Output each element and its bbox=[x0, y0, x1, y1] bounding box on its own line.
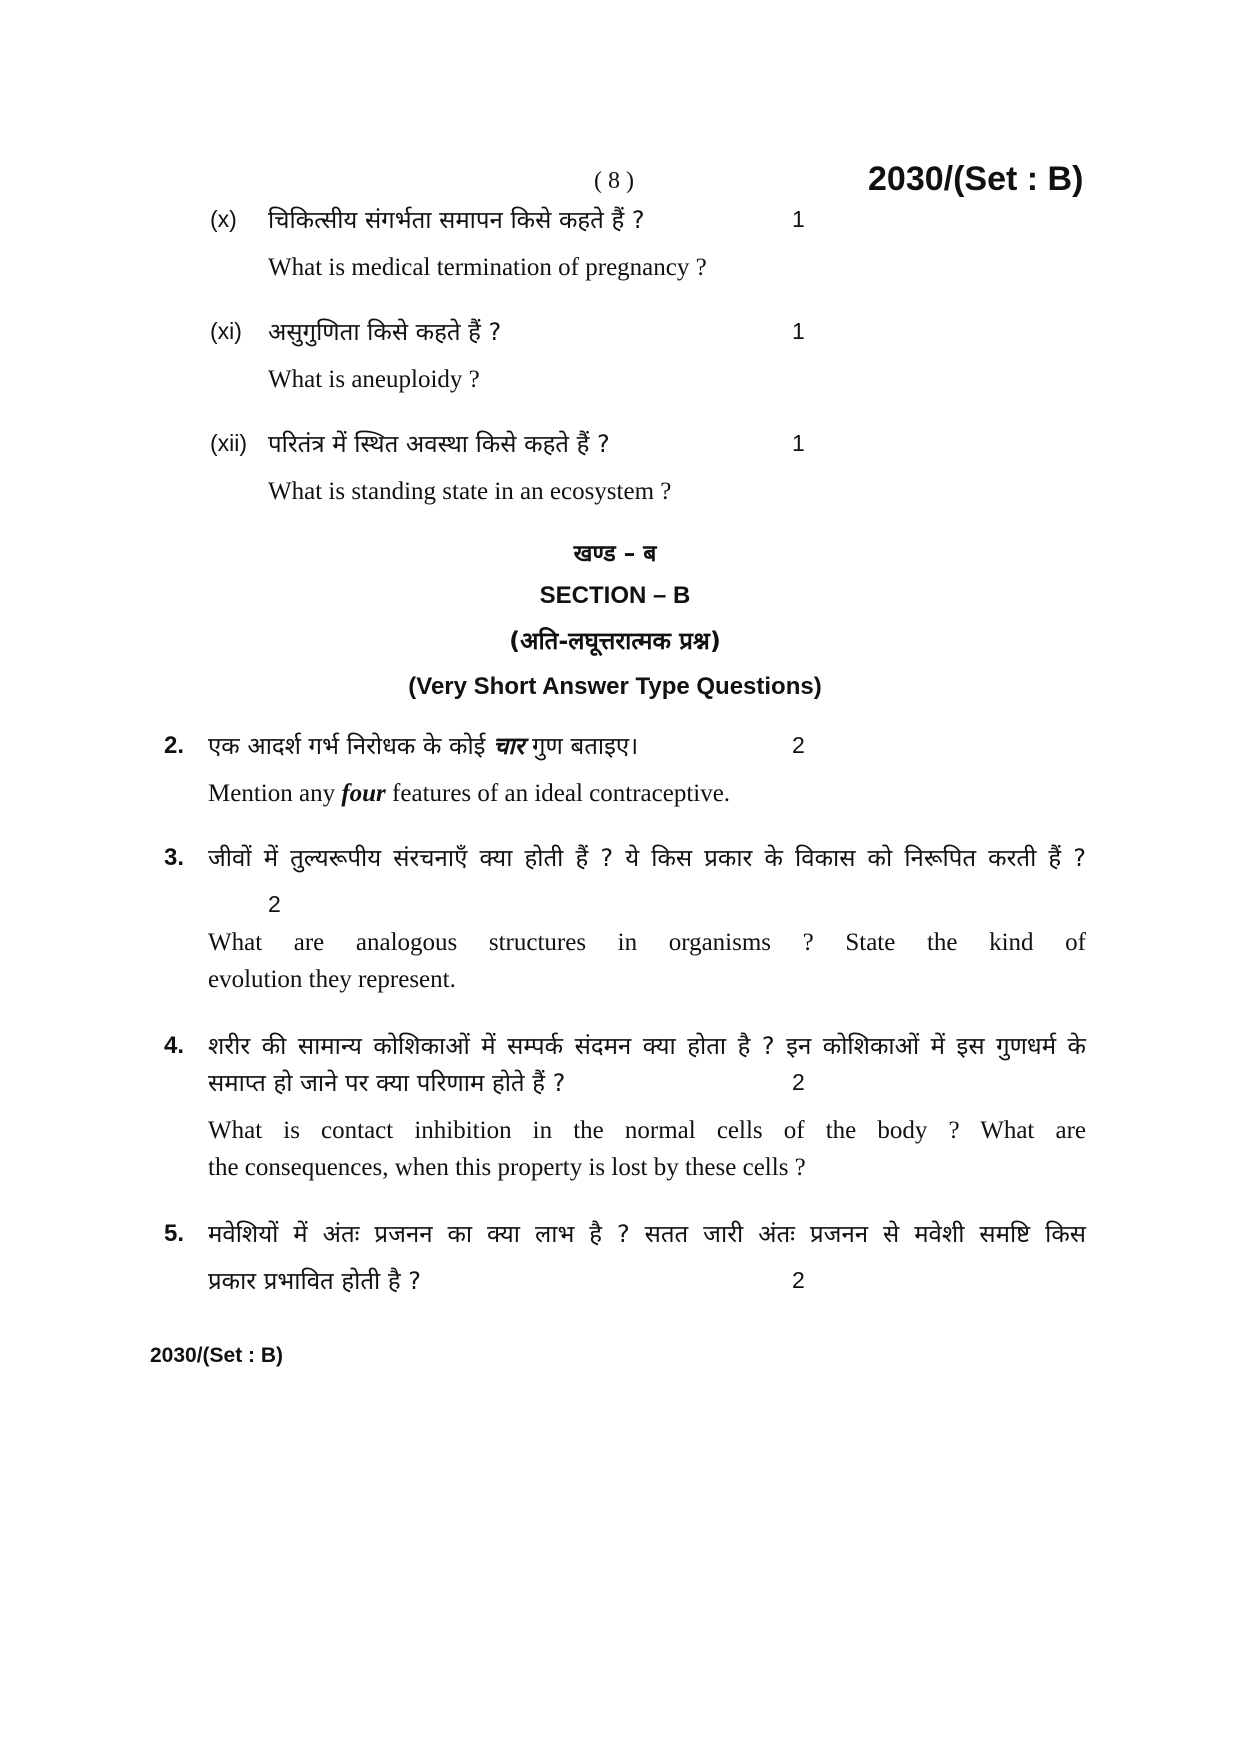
set-code-header: 2030/(Set : B) bbox=[868, 160, 1084, 198]
question-2-hindi-after: गुण बताइए। bbox=[532, 732, 639, 760]
subq-xii-number: (xii) bbox=[210, 430, 248, 456]
subq-xi-hindi: असुगुणिता किसे कहते हैं ? bbox=[268, 318, 502, 346]
question-4-english-line1: What is contact inhibition in the normal cells of the body ? What are bbox=[208, 1117, 1086, 1144]
question-2-english-before: Mention any bbox=[208, 780, 336, 807]
question-2-marks: 2 bbox=[792, 732, 805, 758]
question-4-hindi-line1: शरीर की सामान्य कोशिकाओं में सम्पर्क संदमन क्या होता है ? इन कोशिकाओं में इस गुणधर्म के bbox=[208, 1032, 1086, 1060]
subq-xii-hindi: परितंत्र में स्थित अवस्था किसे कहते हैं ? bbox=[268, 430, 610, 458]
question-3-number: 3. bbox=[164, 844, 185, 871]
question-4-english-line2: the consequences, when this property is lost by these cells ? bbox=[208, 1154, 806, 1181]
section-subtitle-english: (Very Short Answer Type Questions) bbox=[408, 673, 822, 700]
page-number: ( 8 ) bbox=[594, 168, 634, 194]
question-5-marks: 2 bbox=[792, 1267, 805, 1293]
question-2-number: 2. bbox=[164, 732, 185, 759]
subq-xi-number: (xi) bbox=[210, 318, 242, 344]
subq-x-hindi: चिकित्सीय संगर्भता समापन किसे कहते हैं ? bbox=[268, 206, 645, 234]
section-title-english: SECTION – B bbox=[539, 582, 691, 609]
question-4-hindi-line2: समाप्त हो जाने पर क्या परिणाम होते हैं ? bbox=[208, 1069, 566, 1097]
subq-xi-english: What is aneuploidy ? bbox=[268, 366, 480, 393]
question-4-number: 4. bbox=[164, 1032, 185, 1059]
subq-xii-english: What is standing state in an ecosystem ? bbox=[268, 478, 672, 505]
subq-xii-marks: 1 bbox=[792, 430, 805, 456]
set-code-footer: 2030/(Set : B) bbox=[150, 1344, 284, 1367]
subq-xi-marks: 1 bbox=[792, 318, 805, 344]
question-2-english bbox=[208, 780, 730, 808]
question-2-hindi-before: एक आदर्श गर्भ निरोधक के कोई bbox=[208, 732, 486, 760]
question-3-hindi-line1: जीवों में तुल्यरूपीय संरचनाएँ क्या होती हैं ? ये किस प्रकार के विकास को निरूपित करती हैं ? bbox=[208, 844, 1086, 872]
question-2-english-emphasis: four bbox=[341, 780, 386, 807]
section-subtitle-hindi: (अति-लघूत्तरात्मक प्रश्न) bbox=[509, 627, 721, 655]
question-5-hindi-line2: प्रकार प्रभावित होती है ? bbox=[208, 1267, 421, 1295]
question-2-hindi bbox=[208, 729, 638, 762]
section-title-hindi: खण्ड – ब bbox=[573, 541, 657, 567]
subq-x-marks: 1 bbox=[792, 206, 805, 232]
question-4-marks: 2 bbox=[792, 1069, 805, 1095]
question-2-english-after: features of an ideal contraceptive. bbox=[392, 780, 731, 807]
question-2-hindi-emphasis: चार bbox=[493, 732, 525, 760]
subq-x-number: (x) bbox=[210, 206, 237, 232]
question-3-marks: 2 bbox=[268, 891, 281, 917]
subq-x-english: What is medical termination of pregnancy ? bbox=[268, 254, 707, 281]
question-5-number: 5. bbox=[164, 1220, 185, 1247]
question-5-hindi-line1: मवेशियों में अंतः प्रजनन का क्या लाभ है ? सतत जारी अंतः प्रजनन से मवेशी समष्टि किस bbox=[208, 1220, 1086, 1248]
question-3-english-line2: evolution they represent. bbox=[208, 966, 456, 993]
question-3-english-line1: What are analogous structures in organisms ? State the kind of bbox=[208, 929, 1086, 956]
